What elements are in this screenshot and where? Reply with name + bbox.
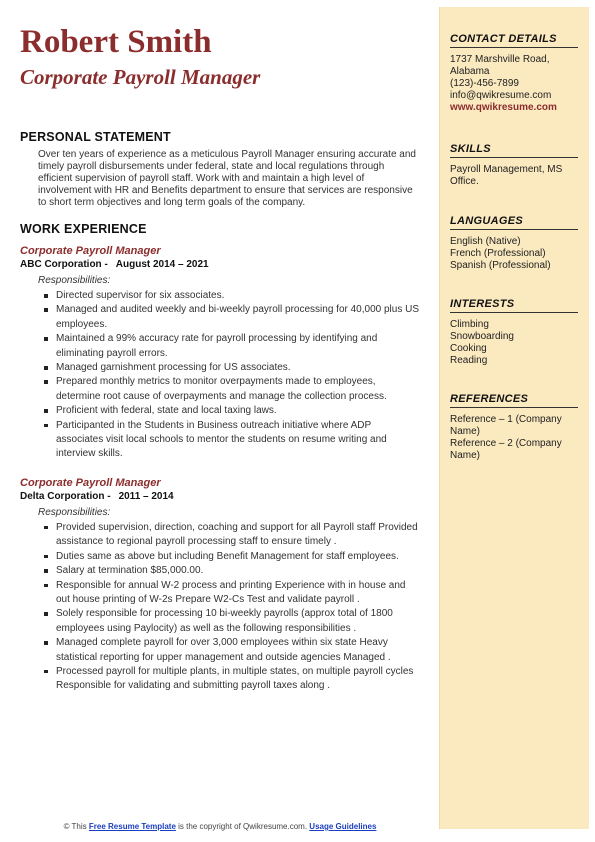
list-item: Managed and audited weekly and bi-weekly payroll processing for 40,000 plus US employees. [56, 303, 420, 332]
references-list [450, 414, 585, 462]
personal-statement-heading: PERSONAL STATEMENT [20, 130, 171, 144]
candidate-title: Corporate Payroll Manager [20, 65, 261, 89]
list-item: Solely responsible for processing 10 bi-weekly payrolls (approx total of 1800 employees using Paylocity) as well as the following responsibilities . [56, 607, 420, 636]
job-company [20, 490, 420, 503]
job-entry [20, 245, 420, 462]
list-item: Duties same as above but including Benefit Management for staff employees. [56, 550, 420, 564]
responsibilities-label: Responsibilities: [38, 506, 111, 518]
free-resume-template-link[interactable]: Free Resume Template [88, 822, 176, 831]
references-heading: REFERENCES [450, 393, 578, 408]
interest-item: Snowboarding [450, 331, 514, 342]
usage-guidelines-link[interactable]: Usage Guidelines [309, 822, 377, 831]
language-item: French (Professional) [450, 248, 546, 259]
sidebar [439, 7, 589, 829]
interest-item: Cooking [450, 343, 487, 354]
footer-prefix: © This [63, 822, 87, 831]
interests-heading: INTERESTS [450, 298, 578, 313]
reference-item: Reference – 2 (Company Name) [450, 438, 562, 461]
email: info@qwikresume.com [450, 90, 552, 101]
job-dates: August 2014 – 2021 [115, 259, 209, 270]
list-item: Processed payroll for multiple plants, in multiple states, on multiple payroll cycles Responsible for validating and submitting payroll taxes along . [56, 665, 420, 694]
job-entry [20, 477, 420, 694]
company-name: ABC Corporation - [20, 259, 108, 270]
language-item: English (Native) [450, 236, 521, 247]
list-item: Proficient with federal, state and local taxing laws. [56, 404, 420, 418]
interest-item: Climbing [450, 319, 489, 330]
list-item: Participanted in the Students in Business outreach initiative where ADP associates visit local schools to mentor the students on resume writing and interview skills. [56, 419, 420, 462]
interest-item: Reading [450, 355, 488, 366]
languages-heading: LANGUAGES [450, 215, 578, 230]
website-link[interactable]: www.qwikresume.com [450, 102, 557, 113]
main-column [20, 24, 420, 694]
language-item: Spanish (Professional) [450, 260, 551, 271]
contact-heading: CONTACT DETAILS [450, 33, 578, 48]
list-item: Provided supervision, direction, coaching and support for all Payroll staff Provided assistance to regional payroll processing staff to ensure timely . [56, 521, 420, 550]
job-company [20, 258, 420, 271]
personal-statement-text: Over ten years of experience as a meticulous Payroll Manager ensuring accurate and timely payroll disbursements under federal, state and local regulations through efficient supervision of payroll staff. Work with and maintain a high level of involvement with HR and Benefits department to ensure that services are responsive to short term objectives and long term goals of the company. [38, 149, 416, 208]
company-name: Delta Corporation - [20, 490, 111, 502]
job-dates: 2011 – 2014 [118, 490, 174, 502]
contact-details [450, 54, 585, 114]
list-item: Managed garnishment processing for US associates. [56, 361, 420, 375]
job-title: Corporate Payroll Manager [20, 245, 161, 257]
responsibilities-label: Responsibilities: [38, 275, 111, 286]
footer-copyright-text: is the copyright of Qwikresume.com. [178, 822, 308, 831]
responsibilities-list [20, 289, 420, 462]
address: 1737 Marshville Road, Alabama [450, 54, 550, 77]
responsibilities-list [20, 521, 420, 694]
list-item: Directed supervisor for six associates. [56, 289, 420, 303]
reference-item: Reference – 1 (Company Name) [450, 414, 562, 437]
job-title: Corporate Payroll Manager [20, 476, 161, 489]
languages-list [450, 236, 585, 272]
list-item: Prepared monthly metrics to monitor overpayments made to employees, determine root cause of overpayments and manage the collection process. [56, 375, 420, 404]
list-item: Maintained a 99% accuracy rate for payroll processing by identifying and eliminating payroll errors. [56, 332, 420, 361]
skills-text: Payroll Management, MS Office. [450, 164, 563, 187]
skills-heading: SKILLS [450, 143, 578, 158]
interests-list [450, 319, 585, 367]
work-experience-heading: WORK EXPERIENCE [20, 222, 147, 236]
candidate-name: Robert Smith [20, 24, 212, 60]
list-item: Salary at termination $85,000.00. [56, 564, 420, 578]
phone: (123)-456-7899 [450, 78, 519, 89]
list-item: Responsible for annual W-2 process and printing Experience with in house and out house printing of W-2s Prepare W2-Cs Test and validate payroll . [56, 579, 420, 608]
list-item: Managed complete payroll for over 3,000 employees within six state Heavy statistical reporting for upper management and outside agencies Managed . [56, 636, 420, 665]
footer [0, 822, 440, 832]
